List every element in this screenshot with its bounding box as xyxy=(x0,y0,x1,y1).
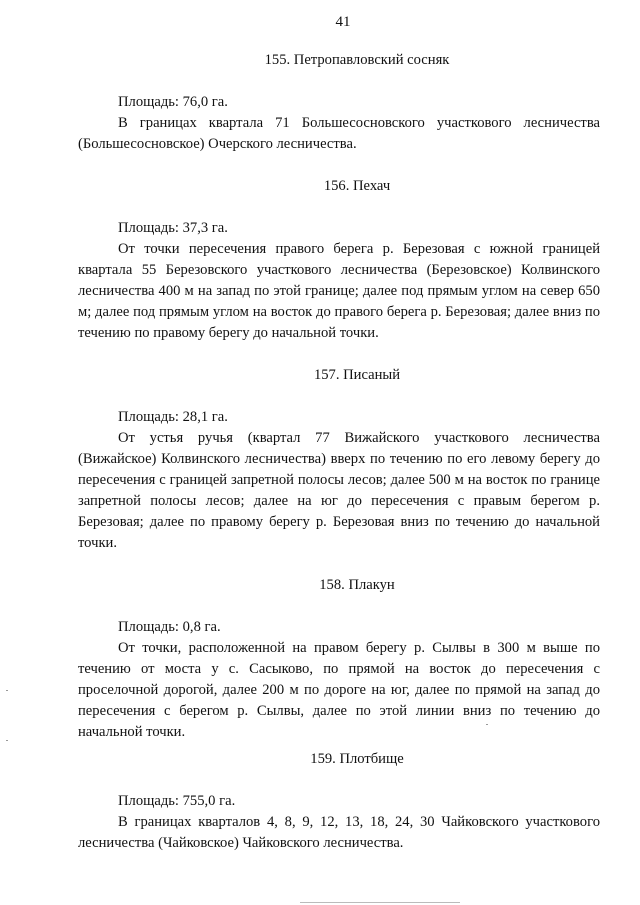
section-heading: 157. Писаный xyxy=(313,367,401,383)
section-158 xyxy=(78,575,600,743)
section-155 xyxy=(78,50,600,155)
section-heading: 156. Пехач xyxy=(323,178,391,194)
section-area: Площадь: 28,1 га. xyxy=(118,409,228,425)
scan-artifact xyxy=(300,902,460,903)
section-area: Площадь: 37,3 га. xyxy=(118,220,228,236)
section-paragraph: В границах квартала 71 Большесосновского участкового лесничества (Большесосновское) Очерского лесничества. xyxy=(78,115,600,152)
scan-artifact xyxy=(6,740,8,741)
section-paragraph: От точки пересечения правого берега р. Березовая с южной границей квартала 55 Березовского участкового лесничества (Березовское) Колвинского лесничества 400 м на запад по этой границе; далее под прямым углом на север 650 м; далее под прямым углом на восток до правого берега р. Березовая; далее вниз по течению по правому берегу до начальной точки. xyxy=(78,241,600,341)
section-heading: 155. Петропавловский сосняк xyxy=(264,52,450,68)
section-heading: 158. Плакун xyxy=(319,577,395,593)
section-area: Площадь: 76,0 га. xyxy=(118,94,228,110)
section-heading: 159. Плотбище xyxy=(310,751,404,767)
section-area: Площадь: 0,8 га. xyxy=(118,619,221,635)
section-paragraph: От устья ручья (квартал 77 Вижайского участкового лесничества (Вижайское) Колвинского лесничества) вверх по течению по его левому берегу до пересечения с границей запретной полосы лесов; далее 500 м на восток по границе запретной полосы лесов; далее на юг до пересечения с правым берегом р. Березовая; далее по правому берегу р. Березовая вниз по течению до начальной точки. xyxy=(78,430,600,551)
section-area: Площадь: 755,0 га. xyxy=(118,793,236,809)
section-156 xyxy=(78,176,600,344)
document-body xyxy=(78,50,600,875)
page-number: 41 xyxy=(335,14,351,30)
section-paragraph: От точки, расположенной на правом берегу р. Сылвы в 300 м выше по течению от моста у с. Сасыково, по прямой на восток до пересечения с проселочной дорогой, далее 200 м по дороге на юг, далее по прямой на запад до пересечения с берегом р. Сылвы, далее по этой линии вниз по течению до начальной точки. xyxy=(78,640,600,740)
section-paragraph: В границах кварталов 4, 8, 9, 12, 13, 18, 24, 30 Чайковского участкового лесничества (Чайковское) Чайковского лесничества. xyxy=(78,814,600,851)
scan-artifact xyxy=(486,724,488,725)
section-157 xyxy=(78,365,600,554)
section-159 xyxy=(78,749,600,854)
scan-artifact xyxy=(6,690,8,691)
